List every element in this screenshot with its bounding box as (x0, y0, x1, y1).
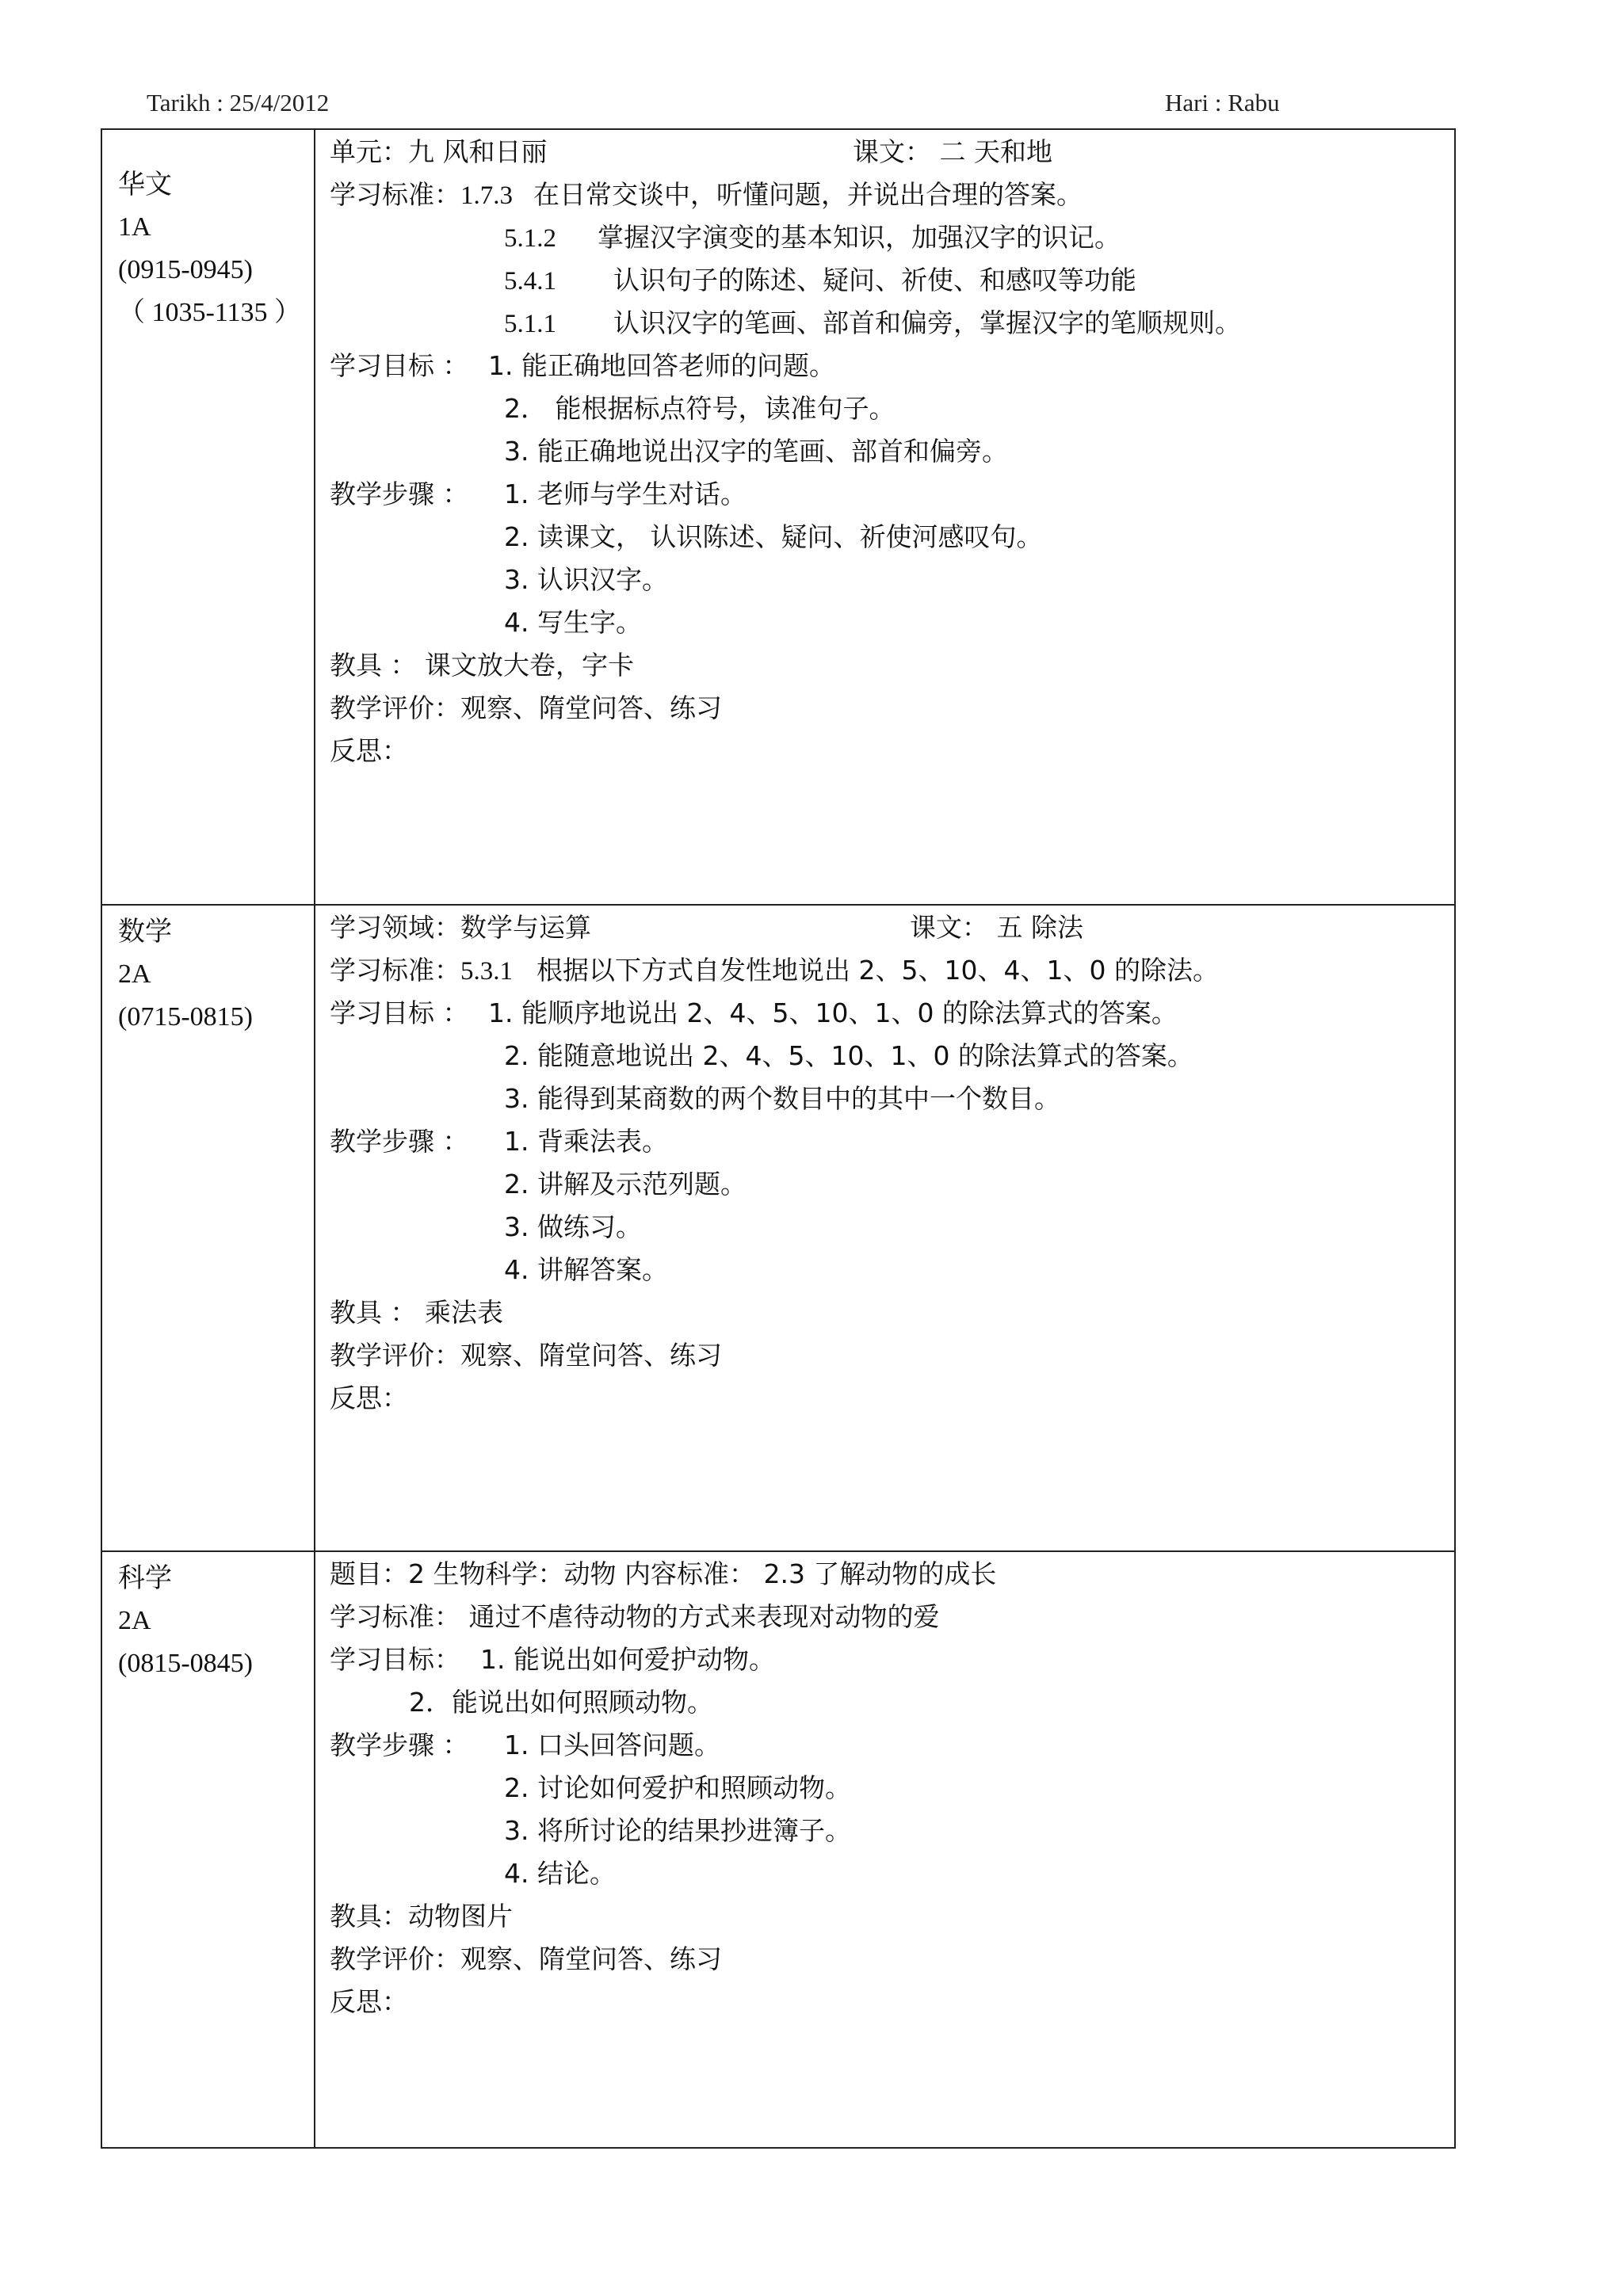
objective-label: 学习目标 ： (330, 350, 469, 381)
lesson-plan-table (101, 128, 1456, 2149)
tools-line: 教具 ： 课文放大卷，字卡 (330, 650, 634, 681)
unit-title: 学习领域：数学与运算 (330, 912, 591, 943)
objective-item: 2． 能根据标点符号，读准句子。 (504, 393, 896, 424)
steps-label: 教学步骤 ： (330, 1730, 469, 1760)
time-slot: (0815-0845) (118, 1649, 253, 1678)
standard-text: 认识句子的陈述、疑问、祈使、和感叹等功能 (613, 265, 1136, 296)
standard-text: 掌握汉字演变的基本知识，加强汉字的识记。 (598, 222, 1121, 253)
steps-label: 教学步骤 ： (330, 479, 469, 509)
step-item: 3. 将所讨论的结果抄进簿子。 (504, 1815, 851, 1846)
steps-label: 教学步骤 ： (330, 1126, 469, 1157)
objective-item: 3. 能正确地说出汉字的笔画、部首和偏旁。 (504, 436, 1008, 467)
standard-row (504, 265, 1136, 297)
subject-cell (102, 906, 315, 1550)
step-item: 2. 讨论如何爱护和照顾动物。 (504, 1772, 851, 1803)
class-name: 2A (118, 959, 151, 989)
step-item: 1. 口头回答问题。 (504, 1730, 720, 1760)
standard-row (330, 179, 1083, 212)
day-header: Hari : Rabu (1165, 89, 1280, 116)
step-item: 3. 做练习。 (504, 1211, 642, 1242)
standard-row (330, 955, 1219, 987)
standard-code: 1.7.3 (460, 181, 513, 210)
step-item: 1. 老师与学生对话。 (504, 479, 747, 509)
class-name: 1A (118, 212, 151, 242)
unit-title: 题目：2 生物科学：动物 内容标准： 2.3 了解动物的成长 (330, 1558, 997, 1589)
step-item: 3. 认识汉字。 (504, 564, 668, 595)
standard-code: 5.3.1 (460, 957, 513, 986)
objective-item: 2. 能随意地说出 2、4、5、10、1、0 的除法算式的答案。 (504, 1040, 1193, 1071)
reflection-line: 反思： (330, 1383, 408, 1413)
standard-text: 在日常交谈中，听懂问题，并说出合理的答案。 (533, 179, 1083, 210)
reflection-line: 反思： (330, 1986, 408, 2017)
assessment-line: 教学评价：观察、隋堂问答、练习 (330, 692, 722, 723)
standard-code: 5.4.1 (504, 267, 556, 296)
time-slot: (0915-0945) (118, 255, 253, 284)
objective-item: 1. 能说出如何爱护动物。 (480, 1644, 775, 1675)
subject-name: 科学 (118, 1562, 172, 1594)
subject-cell (102, 130, 315, 904)
objective-item: 2．能说出如何照顾动物。 (409, 1687, 713, 1718)
subject-info (118, 163, 301, 334)
standard-code: 5.1.2 (504, 224, 556, 253)
standard-label: 学习标准： (330, 955, 460, 986)
subject-cell (102, 1552, 315, 2147)
section-math (102, 906, 1454, 1552)
subject-info (118, 1557, 253, 1685)
standard-text: 认识汉字的笔画、部首和偏旁，掌握汉字的笔顺规则。 (613, 307, 1241, 338)
objective-item: 1. 能正确地回答老师的问题。 (488, 350, 835, 381)
subject-name: 数学 (118, 916, 172, 948)
step-item: 4. 结论。 (504, 1858, 616, 1889)
objective-label: 学习目标： (330, 1644, 460, 1675)
objective-item: 1. 能顺序地说出 2、4、5、10、1、0 的除法算式的答案。 (488, 997, 1178, 1028)
tools-line: 教具：动物图片 (330, 1901, 513, 1932)
subject-name: 华文 (118, 169, 172, 200)
date-header: Tarikh : 25/4/2012 (147, 89, 330, 116)
step-item: 4. 写生字。 (504, 607, 642, 638)
objective-item: 3. 能得到某商数的两个数目中的其中一个数目。 (504, 1083, 1060, 1114)
subject-info (118, 910, 253, 1039)
tools-line: 教具 ： 乘法表 (330, 1297, 503, 1328)
time-slot: (0715-0815) (118, 1002, 253, 1032)
section-chinese (102, 130, 1454, 906)
section-science (102, 1552, 1454, 2147)
lesson-title: 课文： 二 天和地 (853, 136, 1052, 167)
standard-row (504, 222, 1121, 254)
assessment-line: 教学评价：观察、隋堂问答、练习 (330, 1943, 722, 1974)
step-item: 2. 讲解及示范列题。 (504, 1169, 747, 1199)
standard-text: 根据以下方式自发性地说出 2、5、10、4、1、0 的除法。 (537, 955, 1219, 986)
standard-code: 5.1.1 (504, 310, 556, 338)
time-slot: （ 1035-1135 ） (118, 298, 302, 327)
assessment-line: 教学评价：观察、隋堂问答、练习 (330, 1340, 722, 1371)
step-item: 2. 读课文， 认识陈述、疑问、祈使河感叹句。 (504, 521, 1043, 552)
class-name: 2A (118, 1606, 151, 1635)
lesson-title: 课文： 五 除法 (910, 912, 1083, 943)
reflection-line: 反思： (330, 735, 408, 766)
step-item: 1. 背乘法表。 (504, 1126, 668, 1157)
objective-label: 学习目标 ： (330, 997, 469, 1028)
step-item: 4. 讲解答案。 (504, 1254, 668, 1285)
unit-title: 单元：九 风和日丽 (330, 136, 548, 167)
standard-label: 学习标准： (330, 179, 460, 210)
standard-row (504, 307, 1241, 340)
standard-line: 学习标准： 通过不虐待动物的方式来表现对动物的爱 (330, 1601, 940, 1632)
